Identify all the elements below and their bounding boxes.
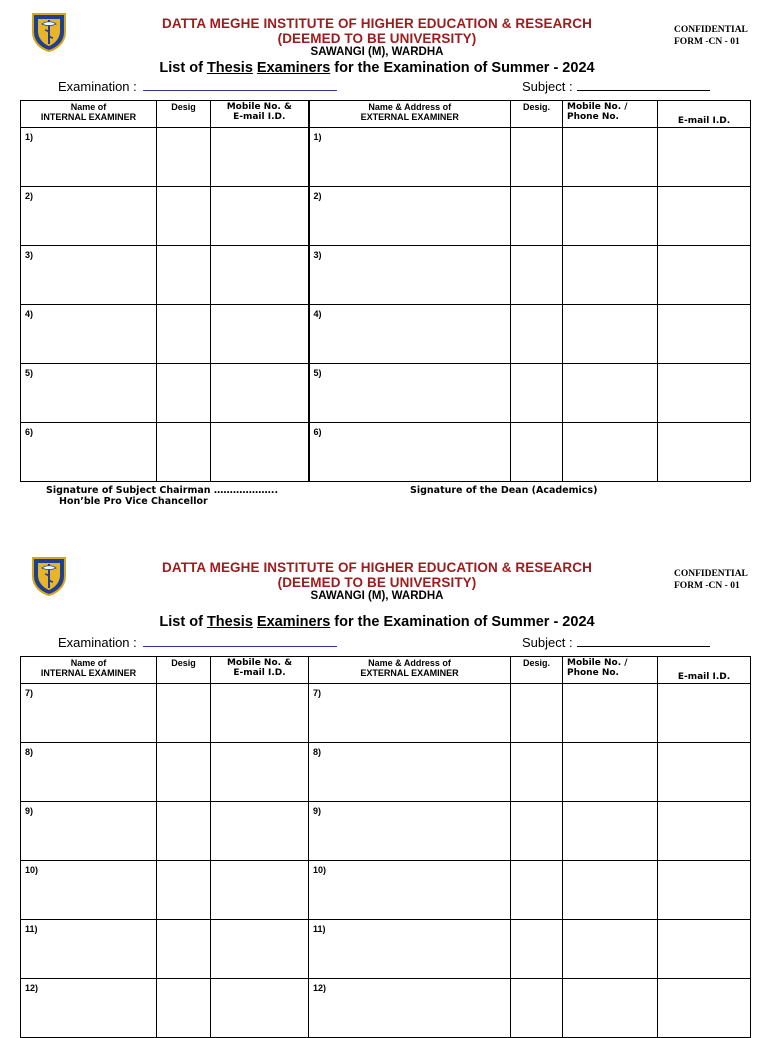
internal-cell[interactable]: 12) [21,979,157,1038]
phone-cell[interactable] [563,128,658,187]
title-thesis: Thesis [206,60,253,76]
desig-cell[interactable] [157,423,211,482]
title-prefix: List of [159,60,207,76]
deemed-university: (DEEMED TO BE UNIVERSITY) [277,575,477,590]
mobile-email-cell[interactable] [211,861,309,920]
table-row [21,743,751,802]
desig-cell[interactable] [157,364,211,423]
phone-cell[interactable] [563,246,658,305]
email-cell[interactable] [658,305,751,364]
phone-cell[interactable] [563,684,658,743]
signature-chairman-block [46,485,278,507]
email-cell[interactable] [658,979,751,1038]
external-cell[interactable]: 12) [309,979,511,1038]
internal-cell[interactable]: 11) [21,920,157,979]
subject-input-line[interactable] [577,634,710,647]
internal-cell[interactable]: 9) [21,802,157,861]
subject-field[interactable] [522,78,710,94]
mobile-email-cell[interactable] [211,743,309,802]
external-cell[interactable]: 1) [309,128,511,187]
email-cell[interactable] [658,128,751,187]
header-email: E-mail I.D. [658,101,751,128]
subject-label: Subject : [522,79,573,94]
desig-cell[interactable] [157,305,211,364]
institute-name: DATTA MEGHE INSTITUTE OF HIGHER EDUCATION & RESEARCH [162,560,592,575]
signature-chairman: Signature of Subject Chairman ……………….. [46,485,279,496]
email-cell[interactable] [658,423,751,482]
phone-cell[interactable] [563,187,658,246]
internal-cell[interactable]: 7) [21,684,157,743]
external-cell[interactable]: 3) [309,246,511,305]
phone-cell[interactable] [563,802,658,861]
header-email: E-mail I.D. [658,657,751,684]
internal-cell[interactable]: 2) [21,187,157,246]
desig-cell[interactable] [511,364,563,423]
header-desig-external: Desig. [511,657,563,684]
header-mobile-phone: Mobile No. / Phone No. [563,657,658,684]
phone-cell[interactable] [563,861,658,920]
external-cell[interactable]: 11) [309,920,511,979]
confidential-block [674,568,748,592]
title-suffix: for the Examination of Summer - 2024 [330,614,595,630]
mobile-email-cell[interactable] [211,979,309,1038]
title-thesis: Thesis [206,614,253,630]
header-external-examiner: Name & Address of EXTERNAL EXAMINER [309,101,511,128]
confidential-label: CONFIDENTIAL [674,25,748,35]
examination-field[interactable] [58,634,337,650]
title-prefix: List of [159,614,207,630]
internal-cell[interactable]: 3) [21,246,157,305]
desig-cell[interactable] [511,128,563,187]
desig-cell[interactable] [157,684,211,743]
desig-cell[interactable] [511,920,563,979]
examiner-table [20,100,751,482]
desig-cell[interactable] [511,802,563,861]
table-row [21,861,751,920]
examination-label: Examination : [58,79,137,94]
table-row [21,920,751,979]
header-internal-examiner: Name of INTERNAL EXAMINER [21,657,157,684]
subject-label: Subject : [522,635,573,650]
internal-cell[interactable]: 5) [21,364,157,423]
table-row [21,187,751,246]
internal-cell[interactable]: 6) [21,423,157,482]
external-cell[interactable]: 5) [309,364,511,423]
institute-name: DATTA MEGHE INSTITUTE OF HIGHER EDUCATION & RESEARCH [162,16,592,31]
desig-cell[interactable] [511,246,563,305]
desig-cell[interactable] [157,187,211,246]
desig-cell[interactable] [157,743,211,802]
phone-cell[interactable] [563,305,658,364]
mobile-email-cell[interactable] [211,187,309,246]
title-examiners: Examiners [256,614,331,630]
header-mobile-email: Mobile No. & E-mail I.D. [211,101,309,128]
external-cell[interactable]: 10) [309,861,511,920]
external-cell[interactable]: 8) [309,743,511,802]
confidential-label: CONFIDENTIAL [674,569,748,579]
examination-label: Examination : [58,635,137,650]
subject-input-line[interactable] [577,78,710,91]
external-cell[interactable]: 7) [309,684,511,743]
mobile-email-cell[interactable] [211,246,309,305]
desig-cell[interactable] [157,802,211,861]
table-row [21,802,751,861]
institute-place: SAWANGI (M), WARDHA [310,46,444,58]
pro-vice-chancellor: Hon’ble Pro Vice Chancellor [59,496,208,507]
external-cell[interactable]: 9) [309,802,511,861]
email-cell[interactable] [658,246,751,305]
desig-cell[interactable] [511,305,563,364]
internal-cell[interactable]: 1) [21,128,157,187]
external-cell[interactable]: 4) [309,305,511,364]
form-code: FORM -CN - 01 [674,37,740,47]
header-mobile-phone: Mobile No. / Phone No. [563,101,658,128]
phone-cell[interactable] [563,743,658,802]
desig-cell[interactable] [157,861,211,920]
email-cell[interactable] [658,743,751,802]
desig-cell[interactable] [511,187,563,246]
mobile-email-cell[interactable] [211,920,309,979]
desig-cell[interactable] [157,920,211,979]
mobile-email-cell[interactable] [211,128,309,187]
title-suffix: for the Examination of Summer - 2024 [330,60,595,76]
mobile-email-cell[interactable] [211,305,309,364]
email-cell[interactable] [658,187,751,246]
external-cell[interactable]: 2) [309,187,511,246]
header-desig: Desig [157,101,211,128]
phone-cell[interactable] [563,979,658,1038]
internal-cell[interactable]: 4) [21,305,157,364]
header-mobile-email: Mobile No. & E-mail I.D. [211,657,309,684]
table-row [21,979,751,1038]
email-cell[interactable] [658,684,751,743]
phone-cell[interactable] [563,920,658,979]
table-row [21,423,751,482]
table-header-row [21,101,751,128]
title-examiners: Examiners [256,60,331,76]
list-title [0,60,754,77]
desig-cell[interactable] [511,423,563,482]
desig-cell[interactable] [157,246,211,305]
external-cell[interactable]: 6) [309,423,511,482]
email-cell[interactable] [658,920,751,979]
table-header-row [21,657,751,684]
table-row [21,305,751,364]
list-title [0,614,754,631]
institute-place: SAWANGI (M), WARDHA [310,590,444,602]
deemed-university: (DEEMED TO BE UNIVERSITY) [277,31,477,46]
table-row [21,128,751,187]
email-cell[interactable] [658,861,751,920]
desig-cell[interactable] [511,684,563,743]
header-internal-examiner: Name of INTERNAL EXAMINER [21,101,157,128]
mobile-email-cell[interactable] [211,684,309,743]
email-cell[interactable] [658,364,751,423]
mobile-email-cell[interactable] [211,802,309,861]
table-row [21,684,751,743]
header-desig-external: Desig. [511,101,563,128]
examination-field[interactable] [58,78,337,94]
confidential-block [674,24,748,48]
form-code: FORM -CN - 01 [674,581,740,591]
subject-field[interactable] [522,634,710,650]
desig-cell[interactable] [157,979,211,1038]
table-row [21,364,751,423]
mobile-email-cell[interactable] [211,364,309,423]
header-desig: Desig [157,657,211,684]
examiner-table [20,656,751,1038]
signature-dean: Signature of the Dean (Academics) [410,485,598,496]
desig-cell[interactable] [511,979,563,1038]
phone-cell[interactable] [563,423,658,482]
phone-cell[interactable] [563,364,658,423]
examination-input-line[interactable] [143,634,337,647]
header-external-examiner: Name & Address of EXTERNAL EXAMINER [309,657,511,684]
desig-cell[interactable] [157,128,211,187]
table-row [21,246,751,305]
examination-input-line[interactable] [143,78,337,91]
internal-cell[interactable]: 10) [21,861,157,920]
desig-cell[interactable] [511,861,563,920]
internal-cell[interactable]: 8) [21,743,157,802]
mobile-email-cell[interactable] [211,423,309,482]
desig-cell[interactable] [511,743,563,802]
email-cell[interactable] [658,802,751,861]
